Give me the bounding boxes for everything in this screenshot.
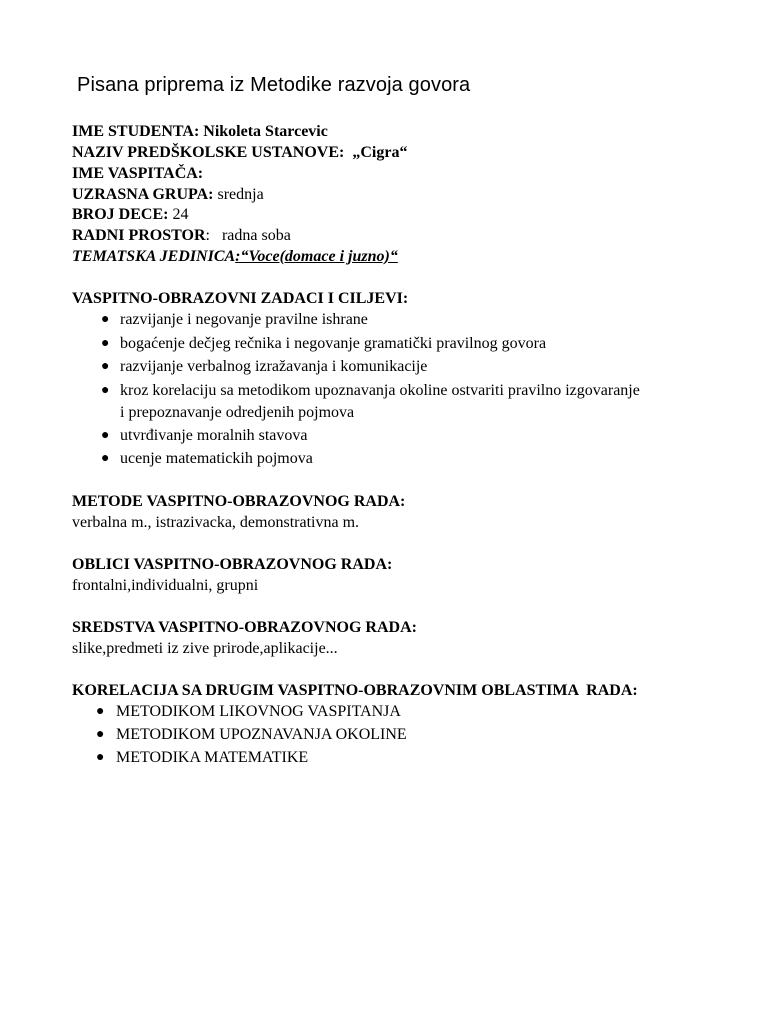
bullet-icon: ● [101,451,110,466]
correlation-item: METODIKOM LIKOVNOG VASPITANJA [116,703,401,720]
children-line [72,205,188,225]
institution-label: NAZIV PREDŠKOLSKE USTANOVE: [72,144,345,161]
room-line [72,226,291,246]
goal-item: ucenje matematickih pojmova [120,450,313,467]
student-value: Nikoleta Starcevic [199,123,328,140]
bullet-icon: ● [96,727,105,742]
correlation-heading: KORELACIJA SA DRUGIM VASPITNO-OBRAZOVNIM OBLASTIMA RADA: [72,682,638,699]
correlation-item: METODIKA MATEMATIKE [116,749,309,766]
theme-line [72,247,398,267]
group-value: srednja [213,186,264,203]
children-label: BROJ DECE: [72,206,169,223]
room-value: : radna soba [205,227,291,244]
student-label: IME STUDENTA: [72,123,200,140]
methods-text: verbalna m., istrazivacka, demonstrativna m. [72,514,360,531]
goal-item-continuation: i prepoznavanje odredjenih pojmova [120,404,355,421]
forms-heading: OBLICI VASPITNO-OBRAZOVNOG RADA: [72,556,393,573]
children-value: 24 [168,206,189,223]
institution-value: „Cigra“ [344,144,408,161]
room-label: RADNI PROSTOR [72,227,206,244]
institution-line [72,143,407,163]
goal-item: razvijanje verbalnog izražavanja i komunikacije [120,358,428,375]
student-line [72,122,328,142]
means-text: slike,predmeti iz zive prirode,aplikacije... [72,640,338,657]
teacher-label: IME VASPITAČA: [72,165,204,182]
methods-heading: METODE VASPITNO-OBRAZOVNOG RADA: [72,493,406,510]
theme-label: TEMATSKA JEDINICA [72,248,236,265]
group-line [72,185,264,205]
forms-text: frontalni,individualni, grupni [72,577,259,594]
document-title: Pisana priprema iz Metodike razvoja govora [77,74,471,96]
goal-item: kroz korelaciju sa metodikom upoznavanja okoline ostvariti pravilno izgovaranje [120,382,640,399]
goal-item: utvrđivanje moralnih stavova [120,427,308,444]
bullet-icon: ● [101,336,110,351]
goals-heading: VASPITNO-OBRAZOVNI ZADACI I CILJEVI: [72,290,409,307]
bullet-icon: ● [101,312,110,327]
theme-value: :“Voce(domace i juzno)“ [235,248,398,265]
bullet-icon: ● [101,428,110,443]
bullet-icon: ● [101,383,110,398]
bullet-icon: ● [96,704,105,719]
teacher-line [72,164,203,184]
goal-item: bogaćenje dečjeg rečnika i negovanje gramatički pravilnog govora [120,335,547,352]
group-label: UZRASNA GRUPA: [72,186,214,203]
goal-item: razvijanje i negovanje pravilne ishrane [120,311,368,328]
bullet-icon: ● [101,359,110,374]
correlation-item: METODIKOM UPOZNAVANJA OKOLINE [116,726,407,743]
means-heading: SREDSTVA VASPITNO-OBRAZOVNOG RADA: [72,619,417,636]
bullet-icon: ● [96,750,105,765]
